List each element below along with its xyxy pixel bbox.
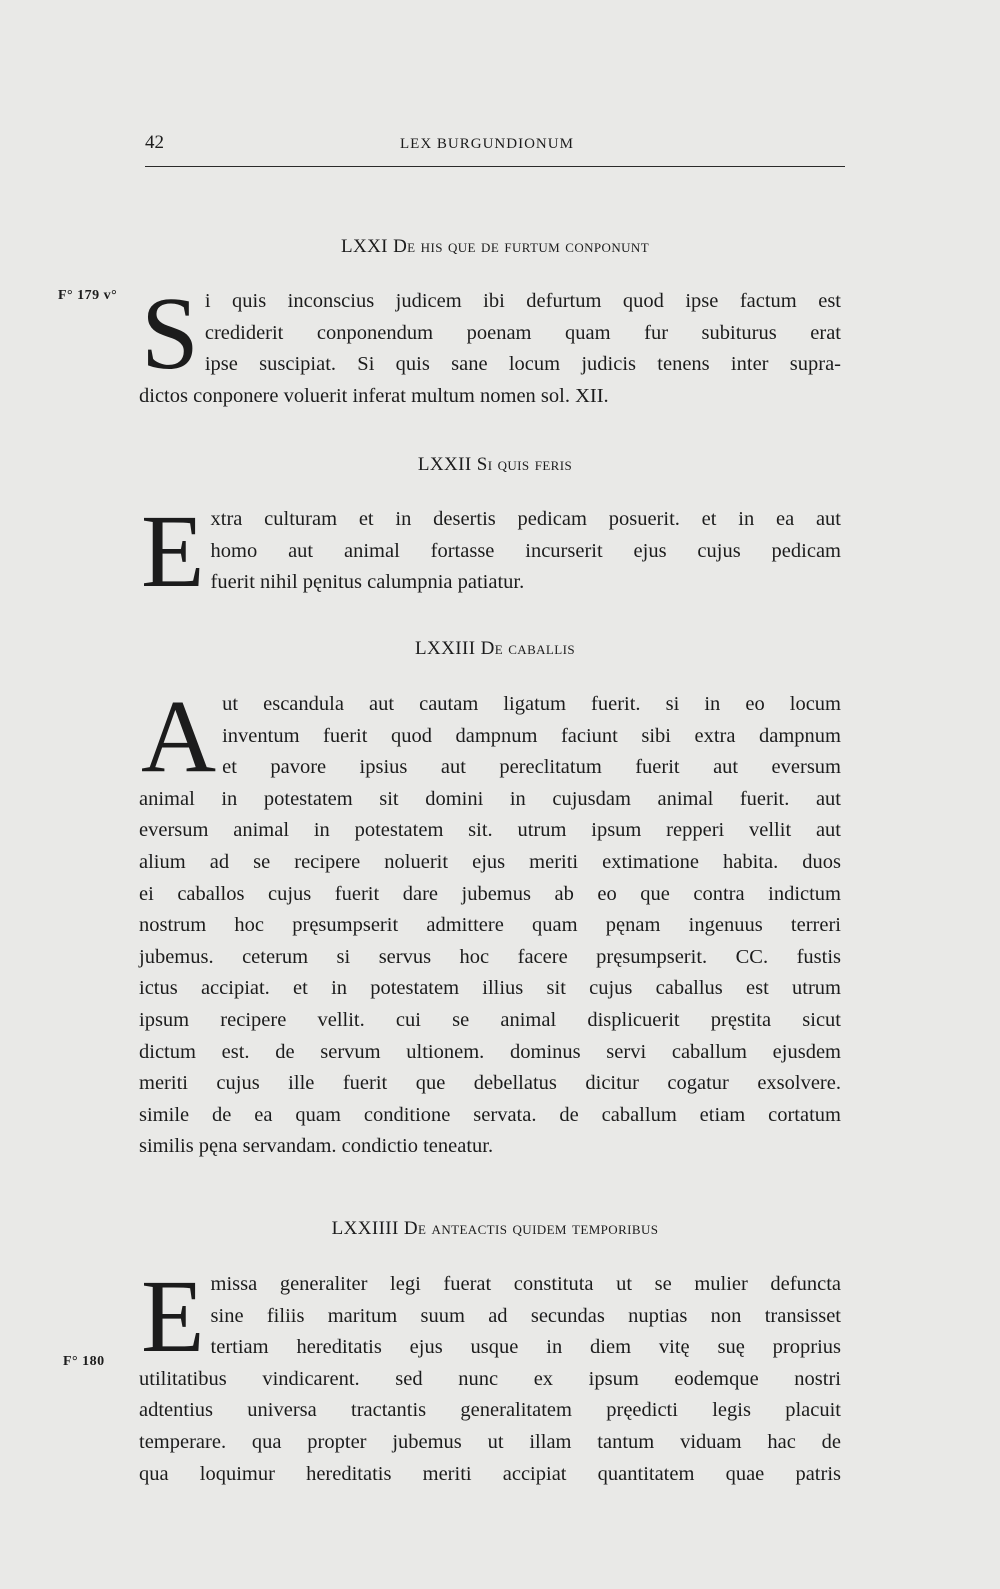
- text-line: utilitatibus vindicarent. sed nunc ex ipsum eodemque nostri: [139, 1367, 841, 1390]
- chapter-heading-lxxiii: LXXIII De caballis: [415, 638, 575, 659]
- running-title: LEX BURGUNDIONUM: [400, 136, 574, 152]
- chapter-heading-lxxii: LXXII Si quis feris: [417, 454, 573, 475]
- text-line: qua loquimur hereditatis meriti accipiat quantitatem quae patris: [139, 1462, 841, 1485]
- chapter-heading-lxxi: LXXI De his que de furtum conponunt: [340, 236, 650, 257]
- text-line: ictus accipiat. et in potestatem illius sit cujus caballus est utrum: [139, 977, 841, 1000]
- drop-cap: S: [141, 276, 199, 391]
- chapter-text-lxxi: [139, 276, 841, 412]
- text-line: missa generaliter legi fuerat constituta ut se mulier defuncta: [210, 1273, 841, 1295]
- text-line: et pavore ipsius aut pereclitatum fuerit aut eversum: [222, 756, 841, 779]
- folio-note-180: F° 180: [63, 1354, 105, 1369]
- text-line: ut escandula aut cautam ligatum fuerit. si in eo locum: [222, 693, 841, 715]
- text-line: adtentius universa tractantis generalitatem pręedicti legis placuit: [139, 1399, 841, 1422]
- chapter-text-lxxiii: [139, 679, 841, 1163]
- text-line: nostrum hoc pręsumpserit admittere quam pęnam ingenuus terreri: [139, 914, 841, 937]
- chapter-heading-lxxiiii: LXXIIII De anteactis quidem temporibus: [331, 1218, 659, 1239]
- drop-cap: E: [141, 494, 205, 609]
- text-line: alium ad se recipere noluerit ejus meriti extimatione habita. duos: [139, 850, 841, 873]
- text-line: similis pęna servandam. condictio teneatur.: [139, 1135, 494, 1158]
- text-line: jubemus. ceterum si servus hoc facere pręsumpserit. CC. fustis: [139, 945, 841, 968]
- text-line: ei caballos cujus fuerit dare jubemus ab eo que contra indictum: [139, 882, 841, 905]
- text-line: i quis inconscius judicem ibi defurtum quod ipse factum est: [204, 290, 841, 312]
- text-line: simile de ea quam conditione servata. de caballum etiam cortatum: [139, 1103, 841, 1126]
- text-line: temperare. qua propter jubemus ut illam tantum viduam hac de: [139, 1430, 841, 1453]
- text-line: meriti cujus ille fuerit que debellatus dicitur cogatur exsolvere.: [139, 1072, 841, 1095]
- text-line: crediderit conponendum poenam quam fur subiturus erat: [204, 321, 841, 344]
- chapter-text-lxxiiii: [139, 1259, 841, 1490]
- text-line: eversum animal in potestatem sit. utrum ipsum repperi vellit aut: [139, 819, 841, 842]
- text-line: dictum est. de servum ultionem. dominus servi caballum ejusdem: [139, 1040, 841, 1063]
- chapter-text-lxxii: [139, 494, 841, 609]
- header-rule: [145, 166, 845, 167]
- text-line: tertiam hereditatis ejus usque in diem vitę suę proprius: [210, 1336, 841, 1359]
- folio-note-179v: F° 179 v°: [58, 288, 118, 303]
- text-line: ipsum recipere vellit. cui se animal displicuerit pręstita sicut: [139, 1008, 841, 1031]
- text-line: homo aut animal fortasse incurserit ejus cujus pedicam: [210, 539, 841, 562]
- text-line: inventum fuerit quod dampnum faciunt sibi extra dampnum: [222, 724, 841, 747]
- drop-cap: A: [141, 679, 217, 794]
- drop-cap: E: [141, 1259, 205, 1374]
- text-line: sine filiis maritum suum ad secundas nuptias non transisset: [210, 1304, 841, 1327]
- text-line: fuerit nihil pęnitus calumpnia patiatur.: [210, 571, 525, 594]
- text-line: animal in potestatem sit domini in cujusdam animal fuerit. aut: [139, 787, 841, 810]
- text-line: dictos conponere voluerit inferat multum nomen sol. XII.: [139, 384, 609, 407]
- text-line: ipse suscipiat. Si quis sane locum judicis tenens inter supra-: [204, 353, 841, 376]
- running-head: [145, 132, 845, 162]
- text-line: xtra culturam et in desertis pedicam posuerit. et in ea aut: [210, 508, 841, 530]
- page-number: 42: [145, 132, 164, 153]
